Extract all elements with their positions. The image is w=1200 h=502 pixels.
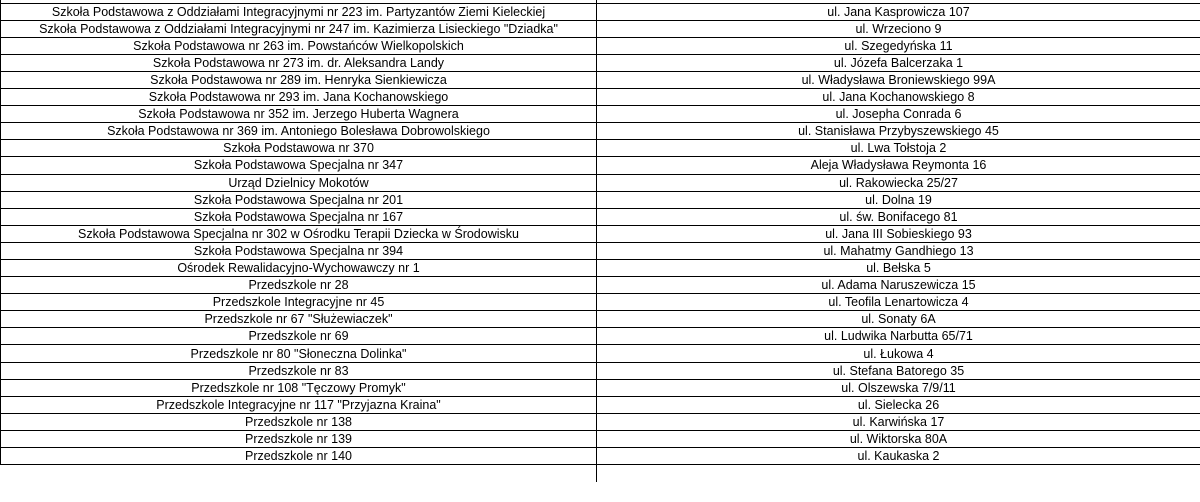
table-row — [1, 311, 1200, 328]
address-cell[interactable]: ul. Olszewska 7/9/11 — [597, 379, 1200, 396]
address-cell[interactable]: ul. Stanisława Przybyszewskiego 45 — [597, 123, 1200, 140]
institution-name-cell[interactable]: Przedszkole nr 138 — [1, 413, 597, 430]
table-row — [1, 328, 1200, 345]
institution-name-cell[interactable]: Przedszkole nr 67 "Służewiaczek" — [1, 311, 597, 328]
address-cell[interactable]: ul. Jana Kochanowskiego 8 — [597, 89, 1200, 106]
institution-name-cell[interactable]: Szkoła Podstawowa Specjalna nr 201 — [1, 191, 597, 208]
address-cell[interactable] — [597, 465, 1200, 482]
institution-name-cell[interactable]: Szkoła Podstawowa nr 370 — [1, 140, 597, 157]
institution-name-cell[interactable]: Przedszkole nr 140 — [1, 448, 597, 465]
table-row — [1, 465, 1200, 482]
address-cell[interactable]: ul. Wrzeciono 9 — [597, 20, 1200, 37]
table-row — [1, 54, 1200, 71]
address-cell[interactable]: ul. Adama Naruszewicza 15 — [597, 277, 1200, 294]
table-row — [1, 71, 1200, 88]
table-row — [1, 448, 1200, 465]
table-row — [1, 3, 1200, 20]
institution-name-cell[interactable]: Ośrodek Rewalidacyjno-Wychowawczy nr 1 — [1, 260, 597, 277]
address-cell[interactable]: ul. Wiktorska 80A — [597, 430, 1200, 447]
institution-name-cell[interactable]: Szkoła Podstawowa Specjalna nr 167 — [1, 208, 597, 225]
institution-name-cell[interactable]: Szkoła Podstawowa Specjalna nr 347 — [1, 157, 597, 174]
table-row — [1, 294, 1200, 311]
institution-name-cell[interactable]: Przedszkole nr 69 — [1, 328, 597, 345]
table-row — [1, 89, 1200, 106]
institution-name-cell[interactable]: Szkoła Podstawowa nr 289 im. Henryka Sienkiewicza — [1, 71, 597, 88]
table-row — [1, 242, 1200, 259]
table-row — [1, 260, 1200, 277]
institution-name-cell[interactable]: Szkoła Podstawowa z Oddziałami Integracyjnymi nr 223 im. Partyzantów Ziemi Kieleckiej — [1, 3, 597, 20]
address-cell[interactable]: ul. Dolna 19 — [597, 191, 1200, 208]
institution-name-cell[interactable]: Szkoła Podstawowa z Oddziałami Integracyjnymi nr 247 im. Kazimierza Lisieckiego "Dziadka" — [1, 20, 597, 37]
address-cell[interactable]: ul. Władysława Broniewskiego 99A — [597, 71, 1200, 88]
address-cell[interactable]: ul. Jana Kasprowicza 107 — [597, 3, 1200, 20]
institution-name-cell[interactable]: Szkoła Podstawowa nr 273 im. dr. Aleksandra Landy — [1, 54, 597, 71]
institution-name-cell[interactable]: Szkoła Podstawowa nr 352 im. Jerzego Huberta Wagnera — [1, 106, 597, 123]
table-row — [1, 362, 1200, 379]
institution-name-cell[interactable]: Przedszkole nr 83 — [1, 362, 597, 379]
table-row — [1, 123, 1200, 140]
address-cell[interactable]: ul. Karwińska 17 — [597, 413, 1200, 430]
table-row — [1, 345, 1200, 362]
institution-name-cell[interactable]: Szkoła Podstawowa Specjalna nr 302 w Ośrodku Terapii Dziecka w Środowisku — [1, 225, 597, 242]
table-row — [1, 157, 1200, 174]
address-cell[interactable]: ul. Stefana Batorego 35 — [597, 362, 1200, 379]
institution-name-cell[interactable]: Szkoła Podstawowa nr 263 im. Powstańców Wielkopolskich — [1, 37, 597, 54]
institution-name-cell[interactable]: Przedszkole nr 80 "Słoneczna Dolinka" — [1, 345, 597, 362]
address-cell[interactable]: ul. Ludwika Narbutta 65/71 — [597, 328, 1200, 345]
institution-name-cell[interactable]: Urząd Dzielnicy Mokotów — [1, 174, 597, 191]
address-cell[interactable]: ul. Josepha Conrada 6 — [597, 106, 1200, 123]
address-cell[interactable]: ul. Teofila Lenartowicza 4 — [597, 294, 1200, 311]
address-cell[interactable]: ul. Kaukaska 2 — [597, 448, 1200, 465]
institution-name-cell[interactable] — [1, 465, 597, 482]
table-row — [1, 191, 1200, 208]
table-row — [1, 379, 1200, 396]
institution-name-cell[interactable]: Szkoła Podstawowa nr 293 im. Jana Kochanowskiego — [1, 89, 597, 106]
address-cell[interactable]: ul. Sonaty 6A — [597, 311, 1200, 328]
table-row — [1, 413, 1200, 430]
institution-name-cell[interactable]: Przedszkole nr 28 — [1, 277, 597, 294]
table-row — [1, 140, 1200, 157]
table-body — [1, 0, 1200, 482]
table-row — [1, 396, 1200, 413]
table-row — [1, 106, 1200, 123]
table-row — [1, 430, 1200, 447]
institution-name-cell[interactable]: Szkoła Podstawowa Specjalna nr 394 — [1, 242, 597, 259]
table-row — [1, 225, 1200, 242]
table-row — [1, 20, 1200, 37]
address-cell[interactable]: ul. Szegedyńska 11 — [597, 37, 1200, 54]
institution-name-cell[interactable]: Przedszkole Integracyjne nr 45 — [1, 294, 597, 311]
table-row — [1, 277, 1200, 294]
institution-name-cell[interactable]: Przedszkole nr 108 "Tęczowy Promyk" — [1, 379, 597, 396]
address-cell[interactable]: ul. Bełska 5 — [597, 260, 1200, 277]
address-cell[interactable]: ul. Lwa Tołstoja 2 — [597, 140, 1200, 157]
address-cell[interactable]: Aleja Władysława Reymonta 16 — [597, 157, 1200, 174]
institution-name-cell[interactable]: Przedszkole Integracyjne nr 117 "Przyjazna Kraina" — [1, 396, 597, 413]
table-row — [1, 174, 1200, 191]
address-cell[interactable]: ul. Rakowiecka 25/27 — [597, 174, 1200, 191]
address-cell[interactable]: ul. św. Bonifacego 81 — [597, 208, 1200, 225]
address-cell[interactable]: ul. Jana III Sobieskiego 93 — [597, 225, 1200, 242]
table-row — [1, 208, 1200, 225]
address-cell[interactable]: ul. Józefa Balcerzaka 1 — [597, 54, 1200, 71]
address-cell[interactable]: ul. Sielecka 26 — [597, 396, 1200, 413]
address-cell[interactable]: ul. Mahatmy Gandhiego 13 — [597, 242, 1200, 259]
table-row — [1, 37, 1200, 54]
address-cell[interactable]: ul. Łukowa 4 — [597, 345, 1200, 362]
institution-name-cell[interactable]: Szkoła Podstawowa nr 369 im. Antoniego Bolesława Dobrowolskiego — [1, 123, 597, 140]
institution-name-cell[interactable]: Przedszkole nr 139 — [1, 430, 597, 447]
